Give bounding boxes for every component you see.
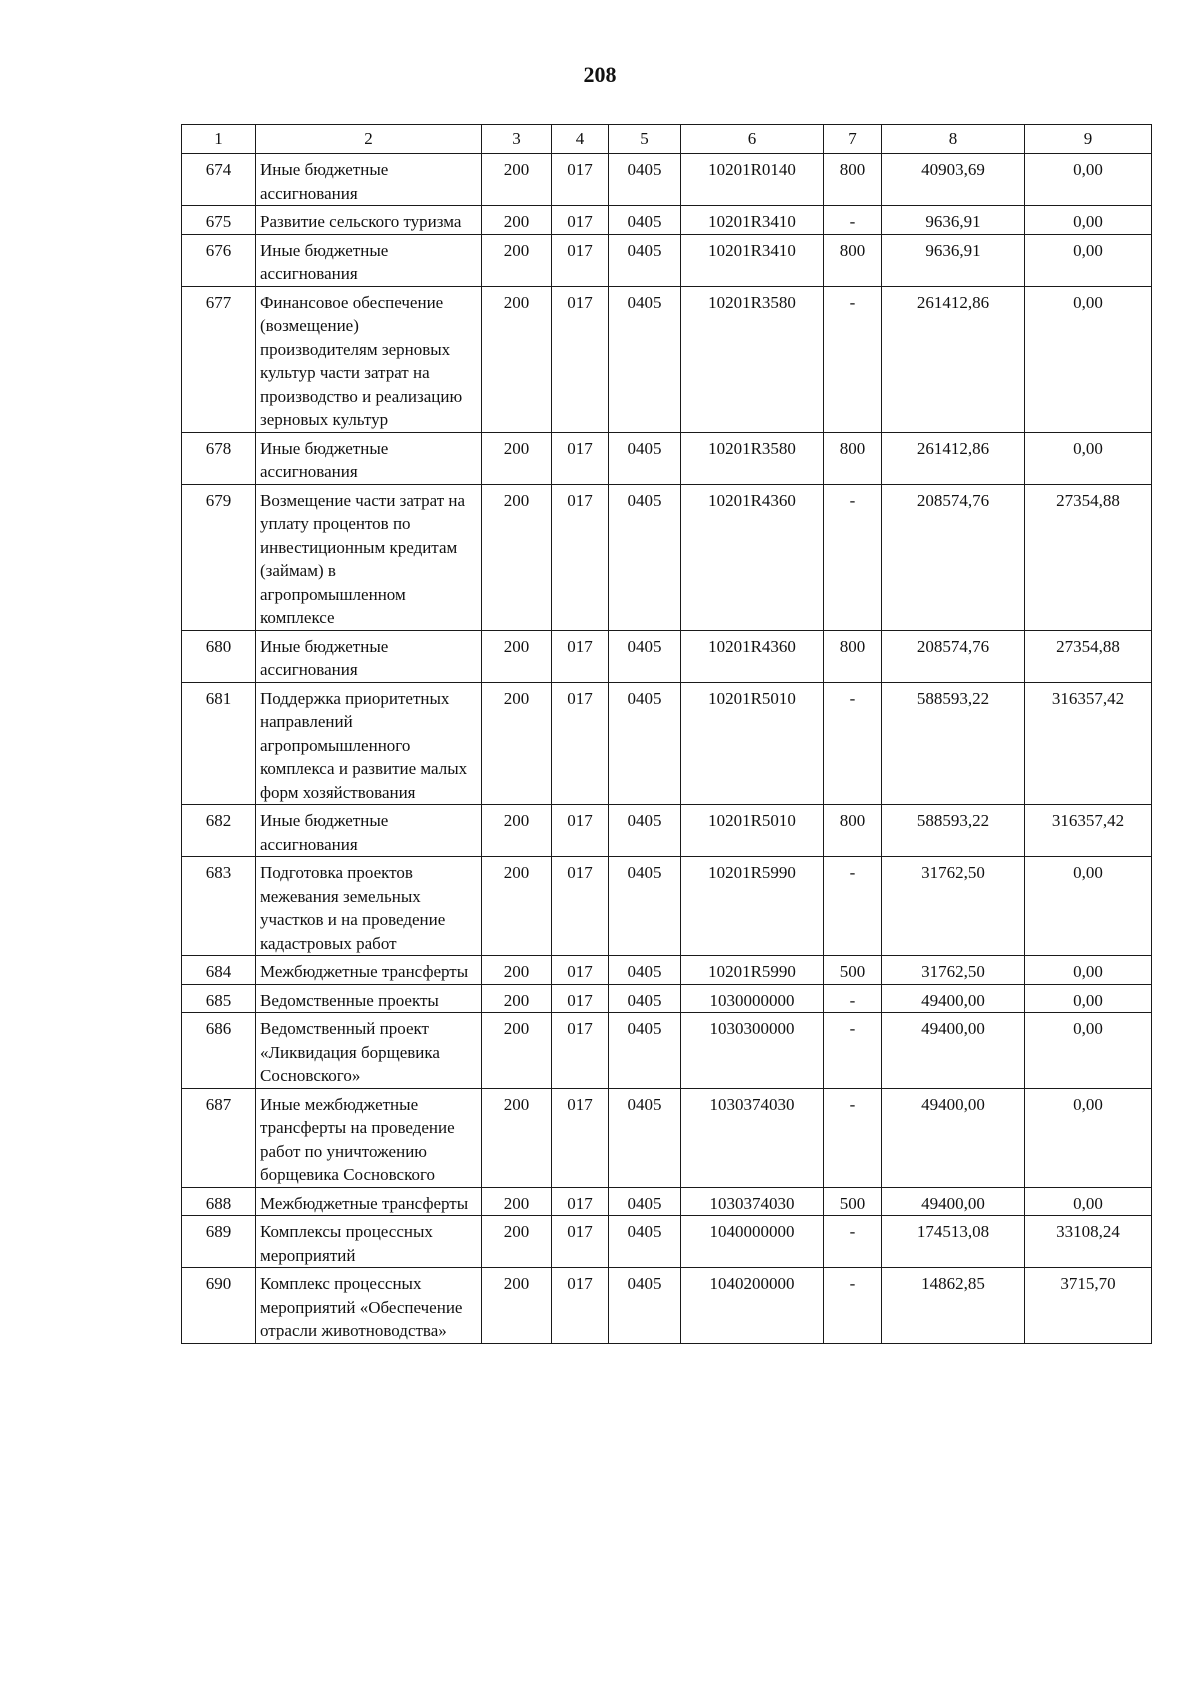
table-row (182, 1013, 1152, 1089)
row-number: 683 (182, 857, 256, 956)
section-code: 017 (552, 805, 609, 857)
target-article: 10201R3410 (681, 234, 824, 286)
section-code: 017 (552, 1088, 609, 1187)
section-code: 017 (552, 432, 609, 484)
subsection-code: 0405 (609, 1268, 681, 1344)
target-article: 10201R4360 (681, 484, 824, 630)
amount-col-8: 9636,91 (882, 206, 1025, 235)
amount-col-9: 0,00 (1025, 286, 1152, 432)
table-row (182, 234, 1152, 286)
amount-col-9: 0,00 (1025, 857, 1152, 956)
item-name: Комплекс процессных мероприятий «Обеспечение отрасли животноводства» (256, 1268, 482, 1344)
amount-col-8: 31762,50 (882, 857, 1025, 956)
row-number: 680 (182, 630, 256, 682)
target-article: 10201R5990 (681, 956, 824, 985)
amount-col-9: 0,00 (1025, 956, 1152, 985)
grbs-code: 200 (482, 484, 552, 630)
amount-col-8: 261412,86 (882, 286, 1025, 432)
amount-col-9: 0,00 (1025, 1187, 1152, 1216)
amount-col-9: 0,00 (1025, 984, 1152, 1013)
expense-type: - (824, 857, 882, 956)
page-number: 208 (583, 62, 617, 87)
expense-type: - (824, 1216, 882, 1268)
grbs-code: 200 (482, 1013, 552, 1089)
subsection-code: 0405 (609, 805, 681, 857)
expense-type: 500 (824, 956, 882, 985)
row-number: 678 (182, 432, 256, 484)
section-code: 017 (552, 984, 609, 1013)
grbs-code: 200 (482, 432, 552, 484)
amount-col-9: 0,00 (1025, 1088, 1152, 1187)
subsection-code: 0405 (609, 286, 681, 432)
item-name: Комплексы процессных мероприятий (256, 1216, 482, 1268)
table-row (182, 1268, 1152, 1344)
table-row (182, 1187, 1152, 1216)
item-name: Поддержка приоритетных направлений агропромышленного комплекса и развитие малых форм хозяйствования (256, 682, 482, 805)
grbs-code: 200 (482, 234, 552, 286)
amount-col-9: 316357,42 (1025, 805, 1152, 857)
subsection-code: 0405 (609, 1216, 681, 1268)
subsection-code: 0405 (609, 630, 681, 682)
expense-type: 800 (824, 630, 882, 682)
grbs-code: 200 (482, 630, 552, 682)
amount-col-8: 49400,00 (882, 1187, 1025, 1216)
target-article: 10201R3410 (681, 206, 824, 235)
amount-col-9: 0,00 (1025, 1013, 1152, 1089)
subsection-code: 0405 (609, 234, 681, 286)
item-name: Подготовка проектов межевания земельных участков и на проведение кадастровых работ (256, 857, 482, 956)
item-name: Межбюджетные трансферты (256, 1187, 482, 1216)
table-row (182, 630, 1152, 682)
header-row (182, 125, 1152, 154)
subsection-code: 0405 (609, 154, 681, 206)
grbs-code: 200 (482, 956, 552, 985)
amount-col-9: 27354,88 (1025, 484, 1152, 630)
amount-col-8: 9636,91 (882, 234, 1025, 286)
amount-col-8: 14862,85 (882, 1268, 1025, 1344)
header-cell-5: 5 (609, 125, 681, 154)
item-name: Ведомственные проекты (256, 984, 482, 1013)
row-number: 676 (182, 234, 256, 286)
amount-col-9: 33108,24 (1025, 1216, 1152, 1268)
header-cell-9: 9 (1025, 125, 1152, 154)
row-number: 685 (182, 984, 256, 1013)
table-row (182, 857, 1152, 956)
grbs-code: 200 (482, 286, 552, 432)
expense-type: - (824, 1013, 882, 1089)
section-code: 017 (552, 484, 609, 630)
section-code: 017 (552, 286, 609, 432)
expense-type: - (824, 682, 882, 805)
target-article: 1040200000 (681, 1268, 824, 1344)
expense-type: 800 (824, 234, 882, 286)
header-cell-4: 4 (552, 125, 609, 154)
grbs-code: 200 (482, 857, 552, 956)
row-number: 679 (182, 484, 256, 630)
expense-type: 800 (824, 432, 882, 484)
grbs-code: 200 (482, 1088, 552, 1187)
item-name: Иные бюджетные ассигнования (256, 630, 482, 682)
header-cell-6: 6 (681, 125, 824, 154)
section-code: 017 (552, 630, 609, 682)
header-cell-3: 3 (482, 125, 552, 154)
amount-col-9: 316357,42 (1025, 682, 1152, 805)
section-code: 017 (552, 234, 609, 286)
grbs-code: 200 (482, 1216, 552, 1268)
target-article: 10201R3580 (681, 286, 824, 432)
row-number: 690 (182, 1268, 256, 1344)
amount-col-8: 208574,76 (882, 484, 1025, 630)
target-article: 1030374030 (681, 1187, 824, 1216)
table-row (182, 1088, 1152, 1187)
section-code: 017 (552, 1187, 609, 1216)
subsection-code: 0405 (609, 1187, 681, 1216)
amount-col-8: 49400,00 (882, 984, 1025, 1013)
grbs-code: 200 (482, 206, 552, 235)
row-number: 677 (182, 286, 256, 432)
section-code: 017 (552, 1216, 609, 1268)
subsection-code: 0405 (609, 857, 681, 956)
amount-col-8: 174513,08 (882, 1216, 1025, 1268)
section-code: 017 (552, 154, 609, 206)
table-row (182, 206, 1152, 235)
grbs-code: 200 (482, 1268, 552, 1344)
row-number: 689 (182, 1216, 256, 1268)
amount-col-9: 0,00 (1025, 234, 1152, 286)
target-article: 1040000000 (681, 1216, 824, 1268)
grbs-code: 200 (482, 682, 552, 805)
item-name: Иные бюджетные ассигнования (256, 154, 482, 206)
subsection-code: 0405 (609, 984, 681, 1013)
section-code: 017 (552, 956, 609, 985)
header-cell-2: 2 (256, 125, 482, 154)
expense-type: - (824, 1268, 882, 1344)
table-row (182, 484, 1152, 630)
item-name: Иные межбюджетные трансферты на проведение работ по уничтожению борщевика Сосновского (256, 1088, 482, 1187)
row-number: 684 (182, 956, 256, 985)
subsection-code: 0405 (609, 484, 681, 630)
amount-col-9: 0,00 (1025, 154, 1152, 206)
target-article: 1030374030 (681, 1088, 824, 1187)
table-row (182, 956, 1152, 985)
expense-type: 800 (824, 805, 882, 857)
subsection-code: 0405 (609, 1013, 681, 1089)
subsection-code: 0405 (609, 206, 681, 235)
expense-type: - (824, 484, 882, 630)
row-number: 688 (182, 1187, 256, 1216)
subsection-code: 0405 (609, 1088, 681, 1187)
target-article: 1030300000 (681, 1013, 824, 1089)
expense-type: 800 (824, 154, 882, 206)
table-row (182, 432, 1152, 484)
section-code: 017 (552, 1013, 609, 1089)
item-name: Иные бюджетные ассигнования (256, 432, 482, 484)
table-row (182, 682, 1152, 805)
amount-col-9: 0,00 (1025, 432, 1152, 484)
amount-col-8: 588593,22 (882, 682, 1025, 805)
amount-col-8: 208574,76 (882, 630, 1025, 682)
item-name: Возмещение части затрат на уплату процентов по инвестиционным кредитам (займам) в агропромышленном комплексе (256, 484, 482, 630)
header-cell-7: 7 (824, 125, 882, 154)
amount-col-8: 31762,50 (882, 956, 1025, 985)
grbs-code: 200 (482, 984, 552, 1013)
amount-col-8: 40903,69 (882, 154, 1025, 206)
table-row (182, 984, 1152, 1013)
table-row (182, 286, 1152, 432)
amount-col-9: 3715,70 (1025, 1268, 1152, 1344)
table-row (182, 154, 1152, 206)
amount-col-9: 0,00 (1025, 206, 1152, 235)
section-code: 017 (552, 857, 609, 956)
amount-col-9: 27354,88 (1025, 630, 1152, 682)
expense-type: - (824, 984, 882, 1013)
target-article: 10201R5990 (681, 857, 824, 956)
item-name: Межбюджетные трансферты (256, 956, 482, 985)
row-number: 687 (182, 1088, 256, 1187)
header-cell-8: 8 (882, 125, 1025, 154)
row-number: 681 (182, 682, 256, 805)
item-name: Ведомственный проект «Ликвидация борщевика Сосновского» (256, 1013, 482, 1089)
item-name: Развитие сельского туризма (256, 206, 482, 235)
grbs-code: 200 (482, 1187, 552, 1216)
target-article: 10201R0140 (681, 154, 824, 206)
item-name: Иные бюджетные ассигнования (256, 805, 482, 857)
budget-table (181, 124, 1152, 1344)
section-code: 017 (552, 682, 609, 805)
header-cell-1: 1 (182, 125, 256, 154)
target-article: 1030000000 (681, 984, 824, 1013)
item-name: Финансовое обеспечение (возмещение) производителям зерновых культур части затрат на производство и реализацию зерновых культур (256, 286, 482, 432)
row-number: 682 (182, 805, 256, 857)
section-code: 017 (552, 1268, 609, 1344)
row-number: 686 (182, 1013, 256, 1089)
target-article: 10201R4360 (681, 630, 824, 682)
grbs-code: 200 (482, 154, 552, 206)
target-article: 10201R5010 (681, 805, 824, 857)
table-body (182, 154, 1152, 1344)
expense-type: - (824, 286, 882, 432)
subsection-code: 0405 (609, 432, 681, 484)
expense-type: - (824, 206, 882, 235)
expense-type: 500 (824, 1187, 882, 1216)
table-row (182, 805, 1152, 857)
subsection-code: 0405 (609, 682, 681, 805)
target-article: 10201R3580 (681, 432, 824, 484)
table-row (182, 1216, 1152, 1268)
subsection-code: 0405 (609, 956, 681, 985)
grbs-code: 200 (482, 805, 552, 857)
section-code: 017 (552, 206, 609, 235)
row-number: 674 (182, 154, 256, 206)
target-article: 10201R5010 (681, 682, 824, 805)
amount-col-8: 588593,22 (882, 805, 1025, 857)
expense-type: - (824, 1088, 882, 1187)
item-name: Иные бюджетные ассигнования (256, 234, 482, 286)
amount-col-8: 49400,00 (882, 1088, 1025, 1187)
amount-col-8: 49400,00 (882, 1013, 1025, 1089)
row-number: 675 (182, 206, 256, 235)
amount-col-8: 261412,86 (882, 432, 1025, 484)
